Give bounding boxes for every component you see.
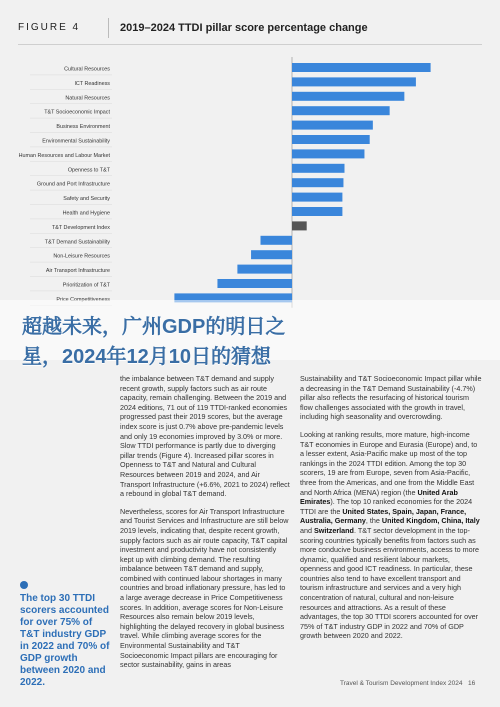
category-label: Natural Resources	[65, 95, 110, 102]
article-title	[22, 312, 482, 372]
category-label: Environmental Sustainability	[42, 138, 110, 145]
pillar-change-bar-chart	[0, 55, 500, 310]
figure-caption: 2019–2024 TTDI pillar score percentage change	[120, 22, 368, 34]
bar	[261, 236, 293, 245]
page-number: 16	[468, 680, 476, 687]
bar	[292, 193, 342, 202]
category-label: Safety and Security	[63, 196, 110, 203]
category-label: Ground and Port Infrastructure	[36, 181, 110, 188]
bar	[292, 63, 431, 72]
bar	[292, 164, 345, 173]
header-rule	[18, 44, 482, 45]
category-label: T&T Development Index	[51, 224, 110, 231]
callout-text: The top 30 TTDI scorers accounted for over 75% of T&T industry GDP in 2022 and 70% of GDP growth between 2020 and 2022.	[20, 593, 110, 688]
right-text-column	[300, 374, 482, 649]
left-paragraph-2: Nevertheless, scores for Air Transport Infrastructure and Tourist Services and Infrastructure are still below 2019 levels, indicating that, despite recent growth, supply factors such as air route capacity, T&T capital investment and productivity have not consistently kept up with climbing demand. The resulting imbalance between T&T demand and supply, combined with continued labour shortages in many countries and broad inflationary pressure, has led to a large average decrease in Price Competitiveness scores. In addition, average scores for Non-Leisure Resources also remain below 2019 levels, highlighting the delayed recovery in global business travel. While climbing average scores for the Environmental Sustainability and T&T Socioeconomic Impact pillars are encouraging for sector sustainability, gains in areas	[120, 506, 289, 670]
bar	[217, 279, 292, 288]
bar	[292, 207, 342, 216]
category-label: Non-Leisure Resources	[53, 253, 110, 260]
right-paragraph-2: Looking at ranking results, more mature, high-income T&T economies in Europe and Eurasia (Europe) and, to a lesser extent, Asia-Pacific make up most of the top rankings in the 2024 TTDI edition. Among the top 30 scorers, 19 are from Europe, seven from Asia-Pacific, three from the Americas, and one from the Middle East and North Africa (MENA) region (the United Arab Emirates). The top 10 ranked economies for the 2024 TTDI are the United States, Spain, Japan, France, Australia, Germany, the United Kingdom, China, Italy and Switzerland. T&T sector development in the top-scoring countries typically benefits from factors such as more conducive business environments, access to more dynamic, qualified and resilient labour markets, openness and good ICT readiness. In particular, these countries also tend to have excellent transport and tourism infrastructure and services and a very high concentration of natural, cultural and non-leisure resources and attractions. As a result of these advantages, the top 30 TTDI scorers accounted for over 75% of T&T industry GDP in 2022 and 70% of GDP growth between 2020 and 2022.	[300, 429, 480, 641]
article-title-line-1: 超越未来，广州GDP的明日之	[22, 316, 286, 338]
category-label: Prioritization of T&T	[62, 282, 110, 289]
category-label: T&T Socioeconomic Impact	[44, 109, 110, 116]
category-label: Health and Hygiene	[62, 210, 110, 217]
left-text-column	[120, 374, 290, 678]
category-label: Human Resources and Labour Market	[18, 152, 110, 159]
highlight-callout	[20, 581, 110, 689]
bar	[251, 250, 292, 259]
bar	[292, 135, 370, 144]
category-label: T&T Demand Sustainability	[44, 239, 110, 246]
category-label: Cultural Resources	[64, 66, 110, 73]
figure-label: FIGURE 4	[18, 22, 81, 33]
category-label: Openness to T&T	[67, 167, 110, 174]
bar	[292, 221, 307, 230]
bar	[292, 77, 416, 86]
bar	[292, 121, 373, 130]
right-paragraph-1: Sustainability and T&T Socioeconomic Impact pillar while a decreasing in the T&T Demand Sustainability (-4.7%) pillar also reflects the resurfacing of historical tourism flow challenges associated with the growth in travel, including high seasonality and overcrowding.	[300, 374, 482, 422]
category-label: Business Environment	[56, 124, 110, 131]
bar	[292, 149, 364, 158]
bar	[292, 178, 343, 187]
footer-source: Travel & Tourism Development Index 2024	[340, 680, 463, 687]
article-title-line-2: 星，2024年12月10日的猜想	[22, 346, 271, 368]
category-label: ICT Readiness	[74, 80, 110, 87]
bar	[292, 92, 404, 101]
header-separator	[108, 18, 109, 38]
category-label: Air Transport Infrastructure	[45, 268, 110, 275]
left-paragraph-1: the imbalance between T&T demand and supply recent growth, supply factors such as air route capacity, remain challenging. Between the 2019 and 2024 editions, 71 out of 119 TTDI-ranked economies progressed past their 2019 scores, but the average index score is just 0.7% above pre-pandemic levels and only 19 economies improved by 3.0% or more. Slow TTDI performance is partly due to diverging pillar trends (Figure 4). Increased pillar scores in Openness to T&T and Natural and Cultural Resources between 2019 and 2024, and Air Transport Infrastructure (+6.6%, 2021 to 2024) reflect a rebound in global T&T demand.	[120, 374, 290, 499]
bar	[292, 106, 390, 115]
bar	[237, 265, 292, 274]
callout-dot-icon	[20, 581, 28, 589]
